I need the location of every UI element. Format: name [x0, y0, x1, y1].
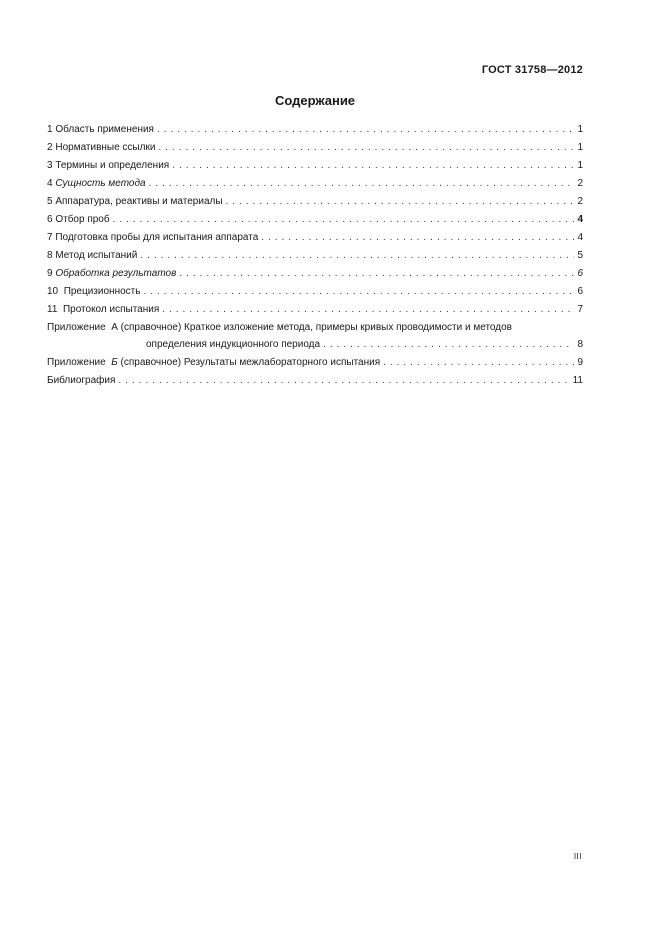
toc-entry-page: 2: [577, 196, 583, 207]
dot-leader: [261, 229, 574, 247]
dot-leader: [113, 211, 575, 229]
toc-entry-number: 4: [47, 178, 53, 189]
toc-annex-b[interactable]: [47, 354, 583, 372]
toc-entry-page: 1: [577, 124, 583, 135]
toc-annex-a[interactable]: [47, 319, 583, 354]
document-code: ГОСТ 31758—2012: [481, 64, 583, 76]
page-number: III: [573, 852, 582, 861]
toc-entry-7[interactable]: [47, 229, 583, 247]
toc-entry-label: Протокол испытания: [62, 304, 160, 315]
dot-leader: [226, 193, 575, 211]
toc-entry-10[interactable]: [47, 283, 583, 301]
toc-entry-label: Подготовка пробы для испытания аппарата: [55, 232, 259, 243]
toc-entry-page: 11: [572, 375, 583, 386]
toc-entry-number: 11: [47, 304, 58, 315]
toc-entry-number: 10: [47, 286, 59, 297]
annex-prefix: Приложение: [47, 357, 106, 368]
annex-title-line-1: (справочное) Краткое изложение метода, примеры кривых проводимости и методов: [120, 322, 512, 333]
toc-entry-label: Отбор проб: [55, 214, 110, 225]
toc-entry-number: 2: [47, 142, 53, 153]
dot-leader: [323, 336, 574, 354]
toc-title: Содержание: [274, 93, 356, 108]
dot-leader: [149, 175, 575, 193]
toc-entry-page: 4: [577, 232, 583, 243]
annex-prefix: Приложение: [47, 322, 106, 333]
toc-entry-6[interactable]: [47, 211, 583, 229]
annex-letter: Б: [111, 357, 118, 368]
toc-entry-label: Сущность метода: [55, 178, 146, 189]
toc-entry-page: 7: [577, 304, 583, 315]
bibliography-label: Библиография: [47, 375, 116, 386]
toc-entry-page: 6: [577, 286, 583, 297]
toc-entry-number: 5: [47, 196, 53, 207]
toc-entry-page: 2: [577, 178, 583, 189]
toc-entry-label: Термины и определения: [55, 160, 170, 171]
dot-leader: [157, 121, 574, 139]
toc-entry-number: 6: [47, 214, 53, 225]
toc-entry-number: 7: [47, 232, 53, 243]
dot-leader: [172, 157, 574, 175]
toc-entry-4[interactable]: [47, 175, 583, 193]
toc-entry-11[interactable]: [47, 301, 583, 319]
toc-entry-3[interactable]: [47, 157, 583, 175]
toc-entry-number: 1: [47, 124, 53, 135]
toc-entry-number: 9: [47, 268, 53, 279]
dot-leader: [140, 247, 574, 265]
toc-entry-label: Прецизионность: [63, 286, 141, 297]
toc-entry-5[interactable]: [47, 193, 583, 211]
dot-leader: [158, 139, 574, 157]
dot-leader: [143, 283, 574, 301]
toc-entry-label: Метод испытаний: [55, 250, 138, 261]
annex-title: (справочное) Результаты межлабораторного испытания: [120, 357, 381, 368]
toc-entry-9[interactable]: [47, 265, 583, 283]
toc-entry-number: 3: [47, 160, 53, 171]
toc-entry-number: 8: [47, 250, 53, 261]
toc-entry-page: 1: [577, 142, 583, 153]
toc-entry-page: 4: [577, 214, 583, 225]
dot-leader: [162, 301, 574, 319]
toc-entry-8[interactable]: [47, 247, 583, 265]
toc-entry-page: 6: [577, 268, 583, 279]
toc-entry-label: Нормативные ссылки: [55, 142, 156, 153]
toc-entry-label: Аппаратура, реактивы и материалы: [55, 196, 223, 207]
toc-entry-page: 1: [577, 160, 583, 171]
toc-entry-label: Обработка результатов: [55, 268, 177, 279]
toc-entry-page: 8: [577, 339, 583, 350]
dot-leader: [118, 372, 569, 390]
annex-title-line-2: определения индукционного периода: [146, 339, 321, 350]
toc-entry-page: 5: [577, 250, 583, 261]
dot-leader: [179, 265, 574, 283]
annex-letter: А: [111, 322, 118, 333]
toc-entry-2[interactable]: [47, 139, 583, 157]
toc-bibliography[interactable]: [47, 372, 583, 390]
toc-entry-1[interactable]: [47, 121, 583, 139]
dot-leader: [383, 354, 574, 372]
toc-entry-label: Область применения: [55, 124, 154, 135]
toc-entry-page: 9: [577, 357, 583, 368]
table-of-contents: [47, 121, 583, 390]
